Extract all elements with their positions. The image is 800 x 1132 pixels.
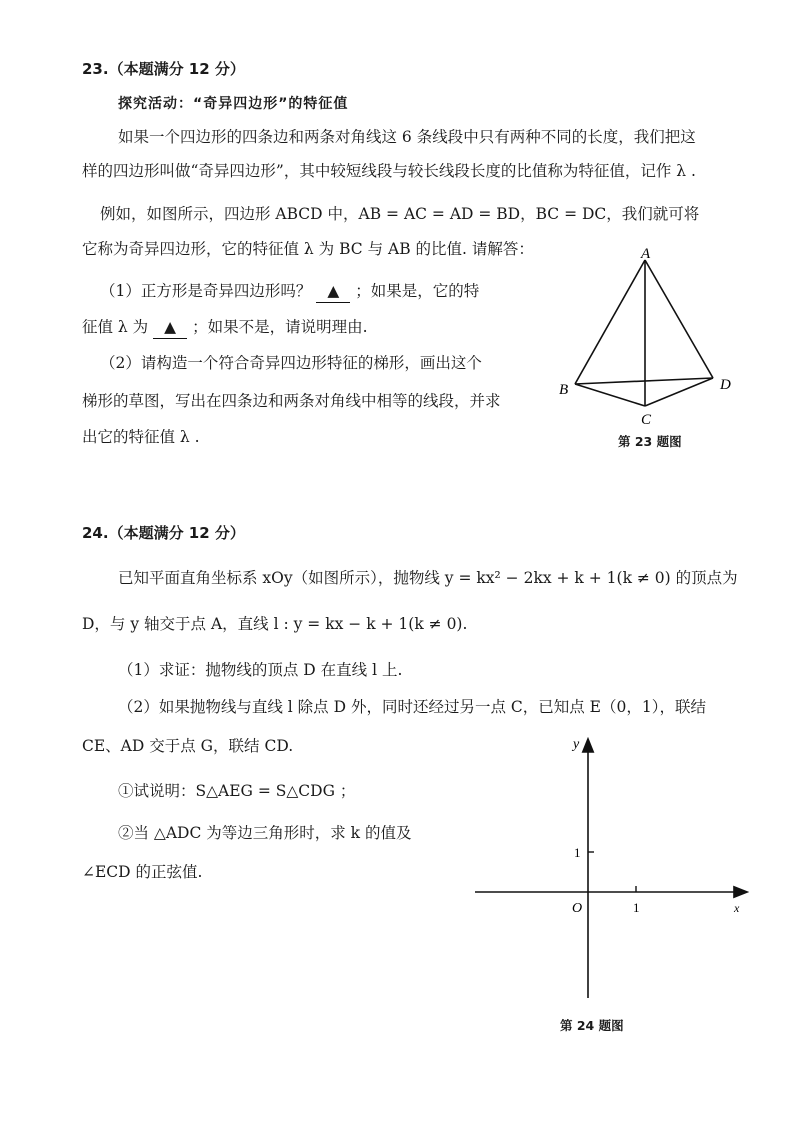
edge-bc <box>575 384 645 406</box>
q23-part2-line2: 梯形的草图，写出在四条边和两条对角线中相等的线段，并求 <box>82 392 501 410</box>
q23-paragraph1-line1: 如果一个四边形的四条边和两条对角线这 6 条线段中只有两种不同的长度，我们把这 <box>118 128 696 146</box>
answer-blank-1[interactable]: ▲ <box>316 280 350 303</box>
q24-paragraph1-line1: 已知平面直角坐标系 xOy（如图所示），抛物线 y = kx² − 2kx + k + 1(k ≠ 0) 的顶点为 <box>118 569 738 587</box>
q23-paragraph1-line2: 样的四边形叫做“奇异四边形”，其中较短线段与较长线段长度的比值称为特征值，记作 λ . <box>82 162 696 180</box>
q23-part2-line1: （2）请构造一个符合奇异四边形特征的梯形，画出这个 <box>100 354 482 372</box>
q24-part2-sub2-line2: ∠ECD 的正弦值. <box>82 863 203 881</box>
edge-ad <box>645 260 713 378</box>
q23-figure-caption: 第 23 题图 <box>618 434 682 449</box>
y-axis-label: y <box>573 737 580 752</box>
edge-ab <box>575 260 645 384</box>
q23-part1-question: （1）正方形是奇异四边形吗？ <box>100 282 312 300</box>
q23-header: 23.（本题满分 12 分） <box>82 60 245 78</box>
y-tick-label: 1 <box>574 845 581 860</box>
q23-paragraph2-line1: 例如，如图所示，四边形 ABCD 中，AB = AC = AD = BD，BC = DC，我们就可将 <box>100 205 700 223</box>
q24-figure-coordinate-plane <box>470 728 760 1018</box>
q24-part1: （1）求证：抛物线的顶点 D 在直线 l 上. <box>118 661 403 679</box>
answer-blank-2[interactable]: ▲ <box>153 316 187 339</box>
q23-part1-line2 <box>82 316 368 339</box>
q24-part2-sub2-line1: ②当 △ADC 为等边三角形时，求 k 的值及 <box>118 824 412 842</box>
q24-part2-sub1: ①试说明：S△AEG = S△CDG ； <box>118 782 356 800</box>
q23-subtitle: 探究活动：“奇异四边形”的特征值 <box>118 96 349 112</box>
diagonal-bd <box>575 378 713 384</box>
origin-label: O <box>572 901 583 916</box>
q23-part2-line3: 出它的特征值 λ . <box>82 428 200 446</box>
edge-cd <box>645 378 713 406</box>
q23-part1-continuation: ；如果是，它的特 <box>355 282 480 300</box>
q23-part1-lambda-prompt: 征值 λ 为 <box>82 318 149 336</box>
q23-paragraph2-line2: 它称为奇异四边形，它的特征值 λ 为 BC 与 AB 的比值. 请解答： <box>82 240 534 258</box>
q24-figure-caption: 第 24 题图 <box>560 1018 624 1033</box>
q23-part1-alternative: ；如果不是，请说明理由. <box>192 318 368 336</box>
vertex-label-d: D <box>720 377 731 393</box>
q23-figure-quadrilateral <box>545 240 745 440</box>
vertex-label-b: B <box>559 382 569 398</box>
vertex-label-c: C <box>641 412 652 428</box>
q23-part1-line1 <box>100 280 479 303</box>
x-axis-label: x <box>734 901 740 915</box>
x-tick-label: 1 <box>633 900 640 915</box>
q24-part2-line2: CE、AD 交于点 G，联结 CD. <box>82 737 294 755</box>
q24-part2-line1: （2）如果抛物线与直线 l 除点 D 外，同时还经过另一点 C，已知点 E（0，1），联结 <box>118 698 706 716</box>
q24-header: 24.（本题满分 12 分） <box>82 524 245 542</box>
vertex-label-a: A <box>641 246 651 262</box>
q24-paragraph1-line2: D，与 y 轴交于点 A，直线 l : y = kx − k + 1(k ≠ 0). <box>82 615 468 633</box>
